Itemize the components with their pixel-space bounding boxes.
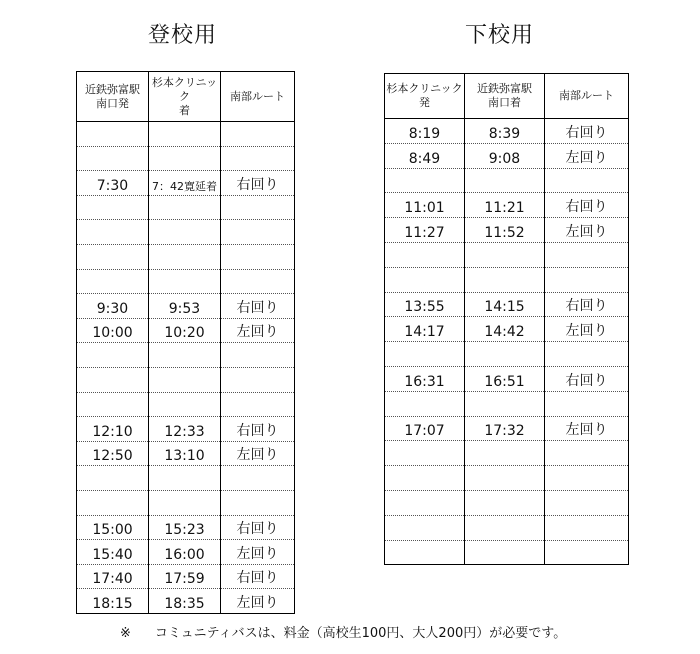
- table-row: [77, 367, 295, 392]
- route-cell: 右回り: [545, 366, 629, 391]
- table-row: [77, 466, 295, 491]
- departure-cell: 12:10: [77, 417, 149, 442]
- table-row: [77, 540, 295, 565]
- arrival-cell: [149, 122, 221, 147]
- arrival-cell: 17:59: [149, 564, 221, 589]
- departure-cell: 11:01: [385, 193, 465, 218]
- arrival-cell: [465, 466, 545, 491]
- table-row: [385, 143, 629, 168]
- route-cell: [221, 244, 295, 269]
- departure-cell: 15:40: [77, 540, 149, 565]
- table-row: [77, 564, 295, 589]
- departure-cell: [77, 367, 149, 392]
- arrival-cell: [149, 220, 221, 245]
- departure-cell: [77, 146, 149, 171]
- route-cell: [545, 267, 629, 292]
- table-row: [385, 218, 629, 243]
- table-row: [385, 168, 629, 193]
- route-cell: [545, 466, 629, 491]
- departure-cell: [77, 220, 149, 245]
- route-cell: [221, 122, 295, 147]
- table-row: [77, 294, 295, 319]
- departure-cell: [77, 122, 149, 147]
- arrival-cell: 10:20: [149, 318, 221, 343]
- footnote-text: コミュニティバスは、料金（高校生100円、大人200円）が必要です。: [154, 626, 567, 641]
- departure-cell: [385, 441, 465, 466]
- arrival-cell: 14:15: [465, 292, 545, 317]
- departure-cell: 9:30: [77, 294, 149, 319]
- column-header-departure: 近鉄弥富駅 南口発: [77, 72, 149, 122]
- arrival-cell: [465, 441, 545, 466]
- departure-cell: [385, 242, 465, 267]
- arrival-cell: [149, 146, 221, 171]
- departure-cell: [77, 343, 149, 368]
- route-cell: [545, 242, 629, 267]
- table-header-row: [385, 74, 629, 119]
- route-cell: 左回り: [221, 540, 295, 565]
- arrival-cell: [149, 367, 221, 392]
- route-cell: [545, 342, 629, 367]
- route-cell: 右回り: [221, 294, 295, 319]
- departure-cell: 10:00: [77, 318, 149, 343]
- route-cell: 左回り: [545, 218, 629, 243]
- arrival-cell: [465, 490, 545, 515]
- departure-cell: [77, 244, 149, 269]
- route-cell: [221, 490, 295, 515]
- route-cell: 左回り: [545, 143, 629, 168]
- column-header-arrival: 杉本クリニック 着: [149, 72, 221, 122]
- route-cell: [221, 466, 295, 491]
- departure-cell: 8:19: [385, 119, 465, 144]
- column-header-route: 南部ルート: [545, 74, 629, 119]
- departure-cell: 16:31: [385, 366, 465, 391]
- column-header-route: 南部ルート: [221, 72, 295, 122]
- table-row: [77, 122, 295, 147]
- table-row: [385, 416, 629, 441]
- table-row: [385, 366, 629, 391]
- table-row: [77, 515, 295, 540]
- arrival-cell: [149, 244, 221, 269]
- arrival-cell: 9:08: [465, 143, 545, 168]
- arrival-cell: 9:53: [149, 294, 221, 319]
- route-cell: 右回り: [221, 171, 295, 196]
- route-cell: 左回り: [221, 589, 295, 614]
- departure-cell: [385, 515, 465, 540]
- table-row: [77, 490, 295, 515]
- table-row: [385, 242, 629, 267]
- table-row: [385, 391, 629, 416]
- departure-cell: [77, 490, 149, 515]
- arrival-cell: [149, 269, 221, 294]
- departure-cell: [385, 391, 465, 416]
- arrival-cell: [465, 515, 545, 540]
- route-cell: 右回り: [221, 515, 295, 540]
- arrival-cell: 15:23: [149, 515, 221, 540]
- route-cell: [221, 343, 295, 368]
- column-header-departure: 杉本クリニック 発: [385, 74, 465, 119]
- table-row: [385, 267, 629, 292]
- arrival-cell: 13:10: [149, 441, 221, 466]
- departure-cell: 8:49: [385, 143, 465, 168]
- departure-cell: 15:00: [77, 515, 149, 540]
- table-header-row: [77, 72, 295, 122]
- table-row: [385, 342, 629, 367]
- route-cell: [221, 220, 295, 245]
- arrival-cell: 18:35: [149, 589, 221, 614]
- departure-cell: [385, 540, 465, 565]
- departure-cell: 13:55: [385, 292, 465, 317]
- route-cell: 右回り: [545, 193, 629, 218]
- departure-cell: 7:30: [77, 171, 149, 196]
- table-row: [385, 441, 629, 466]
- arrival-cell: [149, 195, 221, 220]
- route-cell: [221, 195, 295, 220]
- arrival-cell: 8:39: [465, 119, 545, 144]
- table-row: [385, 193, 629, 218]
- arrival-cell: [465, 342, 545, 367]
- fare-footnote: [120, 622, 566, 641]
- route-cell: 左回り: [545, 317, 629, 342]
- route-cell: 右回り: [221, 564, 295, 589]
- route-cell: [545, 540, 629, 565]
- table-row: [77, 146, 295, 171]
- departure-cell: 18:15: [77, 589, 149, 614]
- route-cell: [221, 367, 295, 392]
- departure-cell: [77, 466, 149, 491]
- table-row: [385, 515, 629, 540]
- arrival-cell: 16:00: [149, 540, 221, 565]
- arrival-cell: 11:21: [465, 193, 545, 218]
- departure-cell: [77, 392, 149, 417]
- departure-cell: [385, 267, 465, 292]
- route-cell: [545, 441, 629, 466]
- route-cell: [545, 515, 629, 540]
- arrival-cell: [149, 466, 221, 491]
- departure-cell: 12:50: [77, 441, 149, 466]
- table-row: [385, 317, 629, 342]
- note-mark: ※: [120, 626, 131, 641]
- table-row: [77, 171, 295, 196]
- departure-cell: 11:27: [385, 218, 465, 243]
- table-row: [77, 318, 295, 343]
- arrival-cell: [149, 490, 221, 515]
- route-cell: [221, 146, 295, 171]
- table-row: [77, 269, 295, 294]
- route-cell: 左回り: [545, 416, 629, 441]
- table-row: [77, 441, 295, 466]
- departure-cell: [385, 168, 465, 193]
- table-row: [385, 490, 629, 515]
- arrival-cell: [465, 540, 545, 565]
- departure-cell: [385, 466, 465, 491]
- route-cell: 左回り: [221, 318, 295, 343]
- table-row: [77, 195, 295, 220]
- to-school-timetable: [76, 71, 295, 614]
- arrival-cell: [149, 343, 221, 368]
- table-row: [385, 466, 629, 491]
- table-row: [385, 540, 629, 565]
- arrival-cell: 14:42: [465, 317, 545, 342]
- table-row: [385, 119, 629, 144]
- to-school-title: 登校用: [148, 23, 218, 48]
- route-cell: 右回り: [545, 119, 629, 144]
- table-row: [77, 417, 295, 442]
- table-row: [77, 589, 295, 614]
- route-cell: 右回り: [545, 292, 629, 317]
- table-row: [77, 392, 295, 417]
- route-cell: 左回り: [221, 441, 295, 466]
- arrival-cell: [465, 391, 545, 416]
- route-cell: 右回り: [221, 417, 295, 442]
- arrival-cell: [465, 242, 545, 267]
- arrival-cell: [465, 267, 545, 292]
- departure-cell: [77, 269, 149, 294]
- arrival-cell: 17:32: [465, 416, 545, 441]
- table-row: [77, 220, 295, 245]
- departure-cell: 17:07: [385, 416, 465, 441]
- route-cell: [221, 269, 295, 294]
- arrival-cell: [465, 168, 545, 193]
- from-school-title: 下校用: [465, 23, 535, 48]
- route-cell: [545, 391, 629, 416]
- departure-cell: [385, 342, 465, 367]
- departure-cell: [385, 490, 465, 515]
- departure-cell: 14:17: [385, 317, 465, 342]
- arrival-cell: [149, 392, 221, 417]
- arrival-cell: 7：42寛延着: [149, 171, 221, 196]
- table-row: [77, 343, 295, 368]
- route-cell: [545, 490, 629, 515]
- table-row: [385, 292, 629, 317]
- route-cell: [221, 392, 295, 417]
- table-row: [77, 244, 295, 269]
- column-header-arrival: 近鉄弥富駅 南口着: [465, 74, 545, 119]
- arrival-cell: 11:52: [465, 218, 545, 243]
- from-school-timetable: [384, 73, 629, 565]
- departure-cell: [77, 195, 149, 220]
- arrival-cell: 12:33: [149, 417, 221, 442]
- route-cell: [545, 168, 629, 193]
- arrival-cell: 16:51: [465, 366, 545, 391]
- departure-cell: 17:40: [77, 564, 149, 589]
